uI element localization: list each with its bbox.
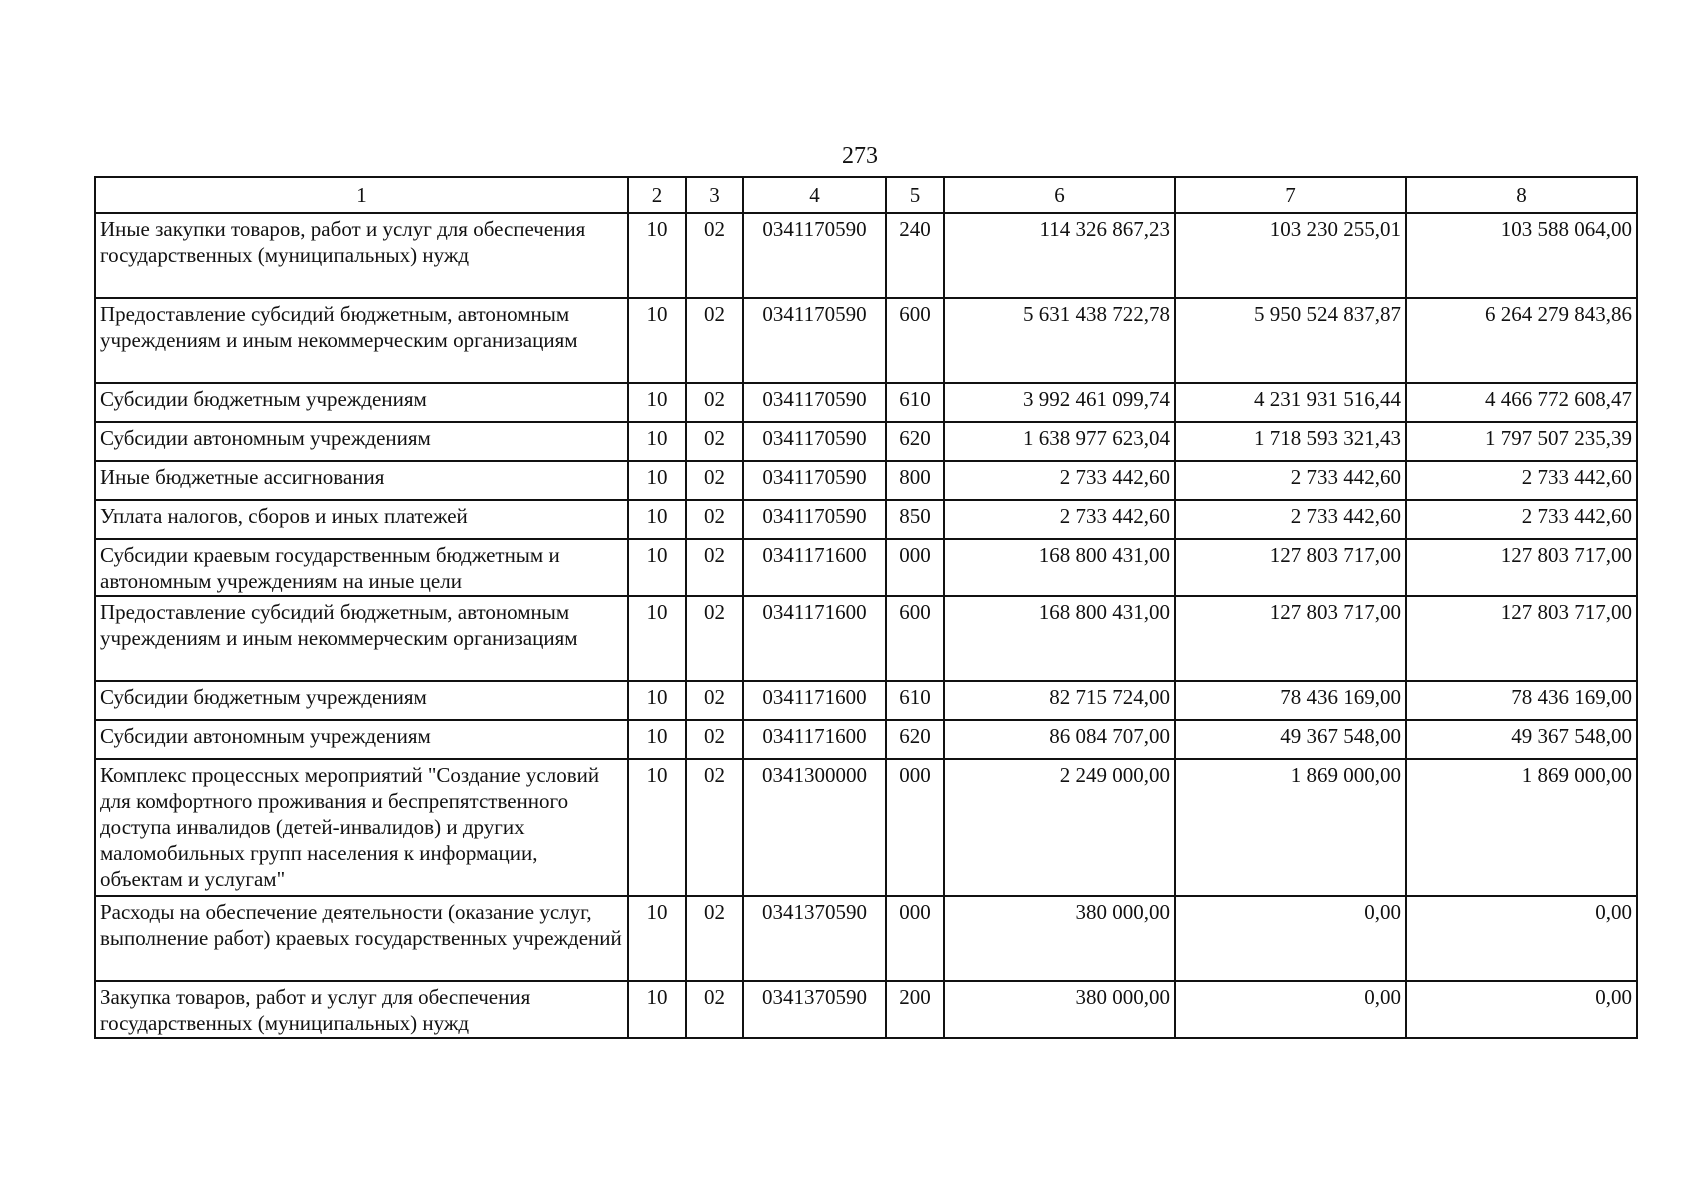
header-cell: 4 (743, 177, 886, 213)
row-name: Субсидии автономным учреждениям (95, 422, 628, 461)
expense-type-code: 620 (886, 720, 944, 759)
header-cell: 8 (1406, 177, 1637, 213)
amount-col8: 0,00 (1406, 981, 1637, 1038)
section-code: 10 (628, 213, 686, 298)
amount-col8: 127 803 717,00 (1406, 539, 1637, 596)
table-row (95, 539, 1637, 596)
expense-type-code: 610 (886, 383, 944, 422)
amount-col8: 1 869 000,00 (1406, 759, 1637, 896)
subsection-code: 02 (686, 720, 743, 759)
amount-col8: 78 436 169,00 (1406, 681, 1637, 720)
section-code: 10 (628, 298, 686, 383)
subsection-code: 02 (686, 213, 743, 298)
target-article-code: 0341370590 (743, 896, 886, 981)
amount-col6: 3 992 461 099,74 (944, 383, 1175, 422)
table-row (95, 981, 1637, 1038)
table-row (95, 896, 1637, 981)
subsection-code: 02 (686, 461, 743, 500)
amount-col7: 2 733 442,60 (1175, 461, 1406, 500)
table-row (95, 759, 1637, 896)
target-article-code: 0341171600 (743, 720, 886, 759)
table-row (95, 213, 1637, 298)
target-article-code: 0341171600 (743, 539, 886, 596)
amount-col7: 1 869 000,00 (1175, 759, 1406, 896)
target-article-code: 0341370590 (743, 981, 886, 1038)
row-name: Предоставление субсидий бюджетным, автономным учреждениям и иным некоммерческим организациям (95, 596, 628, 681)
amount-col8: 103 588 064,00 (1406, 213, 1637, 298)
target-article-code: 0341171600 (743, 596, 886, 681)
section-code: 10 (628, 422, 686, 461)
section-code: 10 (628, 720, 686, 759)
table-row (95, 461, 1637, 500)
row-name: Закупка товаров, работ и услуг для обеспечения государственных (муниципальных) нужд (95, 981, 628, 1038)
amount-col6: 380 000,00 (944, 981, 1175, 1038)
section-code: 10 (628, 981, 686, 1038)
subsection-code: 02 (686, 298, 743, 383)
subsection-code: 02 (686, 896, 743, 981)
row-name: Субсидии автономным учреждениям (95, 720, 628, 759)
expense-type-code: 850 (886, 500, 944, 539)
amount-col6: 380 000,00 (944, 896, 1175, 981)
target-article-code: 0341171600 (743, 681, 886, 720)
amount-col6: 82 715 724,00 (944, 681, 1175, 720)
row-name: Комплекс процессных мероприятий "Создание условий для комфортного проживания и беспрепятственного доступа инвалидов (детей-инвалидов) и других маломобильных групп населения к информации, объектам и услугам" (95, 759, 628, 896)
target-article-code: 0341170590 (743, 213, 886, 298)
header-cell: 1 (95, 177, 628, 213)
table-row (95, 383, 1637, 422)
row-name: Субсидии бюджетным учреждениям (95, 383, 628, 422)
amount-col8: 0,00 (1406, 896, 1637, 981)
amount-col7: 103 230 255,01 (1175, 213, 1406, 298)
target-article-code: 0341170590 (743, 422, 886, 461)
amount-col8: 2 733 442,60 (1406, 500, 1637, 539)
row-name: Иные закупки товаров, работ и услуг для обеспечения государственных (муниципальных) нужд (95, 213, 628, 298)
amount-col7: 2 733 442,60 (1175, 500, 1406, 539)
amount-col6: 2 733 442,60 (944, 461, 1175, 500)
row-name: Уплата налогов, сборов и иных платежей (95, 500, 628, 539)
amount-col7: 0,00 (1175, 896, 1406, 981)
expense-type-code: 200 (886, 981, 944, 1038)
amount-col6: 168 800 431,00 (944, 596, 1175, 681)
subsection-code: 02 (686, 539, 743, 596)
amount-col6: 5 631 438 722,78 (944, 298, 1175, 383)
amount-col7: 1 718 593 321,43 (1175, 422, 1406, 461)
table-row (95, 720, 1637, 759)
expense-type-code: 600 (886, 596, 944, 681)
amount-col7: 0,00 (1175, 981, 1406, 1038)
section-code: 10 (628, 383, 686, 422)
subsection-code: 02 (686, 596, 743, 681)
header-cell: 7 (1175, 177, 1406, 213)
amount-col6: 168 800 431,00 (944, 539, 1175, 596)
subsection-code: 02 (686, 500, 743, 539)
section-code: 10 (628, 500, 686, 539)
table-row (95, 500, 1637, 539)
expense-type-code: 600 (886, 298, 944, 383)
section-code: 10 (628, 539, 686, 596)
expense-type-code: 620 (886, 422, 944, 461)
amount-col7: 49 367 548,00 (1175, 720, 1406, 759)
amount-col6: 2 733 442,60 (944, 500, 1175, 539)
section-code: 10 (628, 461, 686, 500)
amount-col8: 1 797 507 235,39 (1406, 422, 1637, 461)
subsection-code: 02 (686, 422, 743, 461)
header-row (95, 177, 1637, 213)
amount-col8: 49 367 548,00 (1406, 720, 1637, 759)
expense-type-code: 610 (886, 681, 944, 720)
subsection-code: 02 (686, 681, 743, 720)
target-article-code: 0341300000 (743, 759, 886, 896)
subsection-code: 02 (686, 759, 743, 896)
amount-col6: 86 084 707,00 (944, 720, 1175, 759)
row-name: Расходы на обеспечение деятельности (оказание услуг, выполнение работ) краевых государственных учреждений (95, 896, 628, 981)
table-row (95, 596, 1637, 681)
table-row (95, 681, 1637, 720)
section-code: 10 (628, 896, 686, 981)
expense-type-code: 800 (886, 461, 944, 500)
section-code: 10 (628, 759, 686, 896)
header-cell: 2 (628, 177, 686, 213)
expense-type-code: 000 (886, 896, 944, 981)
target-article-code: 0341170590 (743, 298, 886, 383)
amount-col8: 6 264 279 843,86 (1406, 298, 1637, 383)
amount-col8: 4 466 772 608,47 (1406, 383, 1637, 422)
target-article-code: 0341170590 (743, 383, 886, 422)
row-name: Иные бюджетные ассигнования (95, 461, 628, 500)
row-name: Предоставление субсидий бюджетным, автономным учреждениям и иным некоммерческим организациям (95, 298, 628, 383)
expense-type-code: 000 (886, 539, 944, 596)
table-row (95, 298, 1637, 383)
header-cell: 6 (944, 177, 1175, 213)
subsection-code: 02 (686, 981, 743, 1038)
table-row (95, 422, 1637, 461)
section-code: 10 (628, 681, 686, 720)
header-cell: 5 (886, 177, 944, 213)
header-cell: 3 (686, 177, 743, 213)
subsection-code: 02 (686, 383, 743, 422)
amount-col7: 78 436 169,00 (1175, 681, 1406, 720)
row-name: Субсидии бюджетным учреждениям (95, 681, 628, 720)
amount-col6: 1 638 977 623,04 (944, 422, 1175, 461)
row-name: Субсидии краевым государственным бюджетным и автономным учреждениям на иные цели (95, 539, 628, 596)
section-code: 10 (628, 596, 686, 681)
amount-col7: 4 231 931 516,44 (1175, 383, 1406, 422)
amount-col7: 5 950 524 837,87 (1175, 298, 1406, 383)
target-article-code: 0341170590 (743, 500, 886, 539)
amount-col7: 127 803 717,00 (1175, 539, 1406, 596)
expense-type-code: 240 (886, 213, 944, 298)
expense-type-code: 000 (886, 759, 944, 896)
page-number: 273 (842, 143, 878, 169)
amount-col8: 127 803 717,00 (1406, 596, 1637, 681)
budget-table (94, 176, 1638, 1039)
target-article-code: 0341170590 (743, 461, 886, 500)
amount-col8: 2 733 442,60 (1406, 461, 1637, 500)
amount-col6: 2 249 000,00 (944, 759, 1175, 896)
amount-col6: 114 326 867,23 (944, 213, 1175, 298)
amount-col7: 127 803 717,00 (1175, 596, 1406, 681)
